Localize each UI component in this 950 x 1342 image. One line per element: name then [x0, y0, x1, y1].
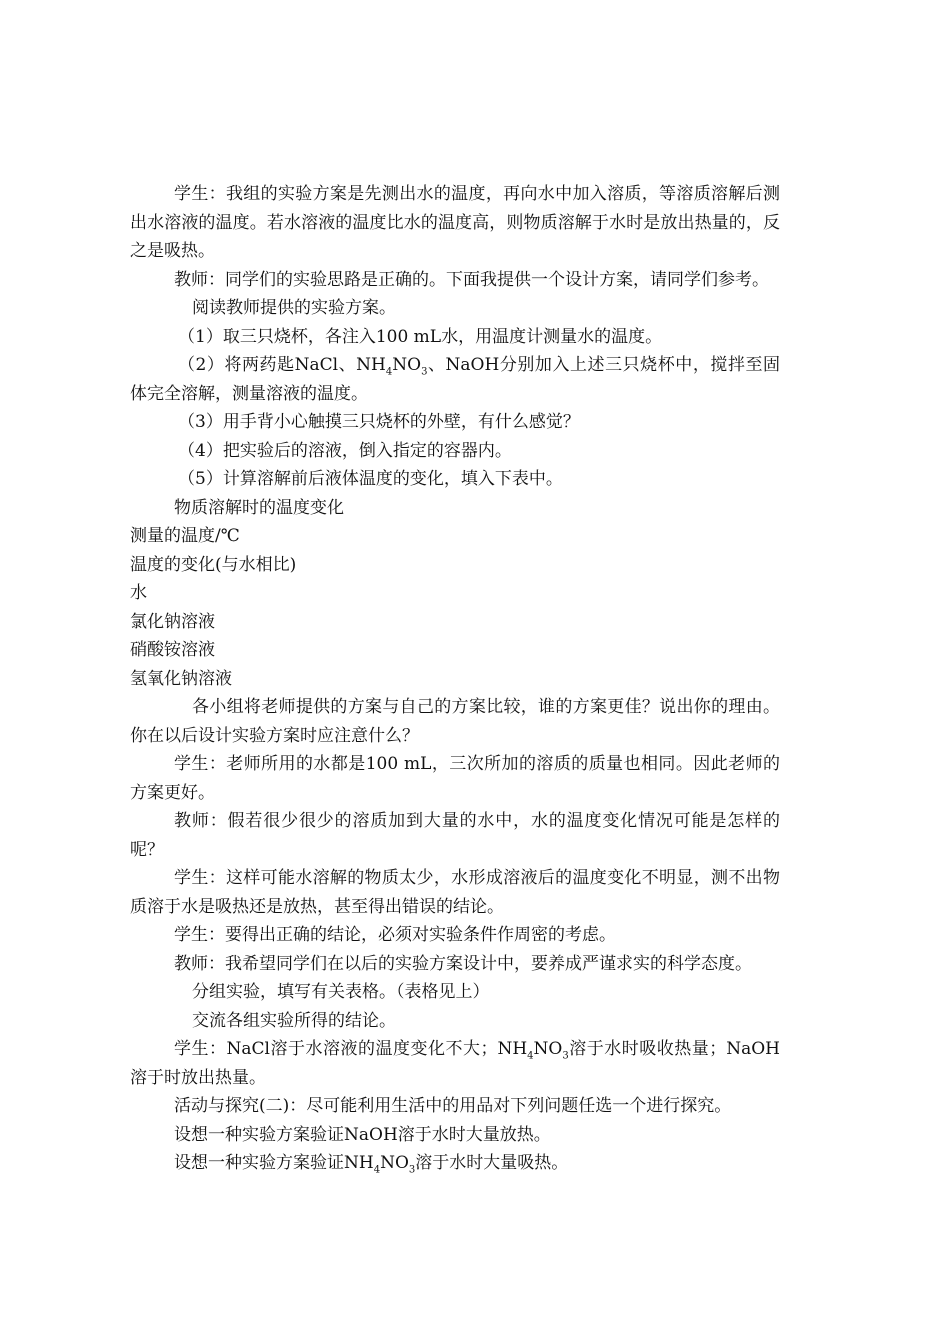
table-row: 水: [130, 583, 147, 603]
step-5: （5）计算溶解前后液体温度的变化，填入下表中。: [178, 469, 563, 489]
table-row: 温度的变化(与水相比): [130, 554, 297, 575]
table-row: 硝酸铵溶液: [130, 640, 215, 660]
paragraph-share-results: 交流各组实验所得的结论。: [192, 1010, 396, 1031]
paragraph-teacher-hope: 教师：我希望同学们在以后的实验方案设计中，要养成严谨求实的科学态度。: [174, 953, 752, 974]
step-2: （2）将两药匙NaCl、$NH_4NO_3$、NaOH分别加入上述三只烧杯中，搅拌至固体完全溶解，测量溶液的温度。: [130, 355, 780, 404]
paragraph-group-experiment: 分组实验，填写有关表格。（表格见上）: [192, 982, 490, 1002]
step-4: （4）把实验后的溶液，倒入指定的容器内。: [178, 440, 512, 461]
paragraph-compare: 各小组将老师提供的方案与自己的方案比较，谁的方案更佳？说出你的理由。你在以后设计实验方案时应注意什么？: [130, 697, 780, 746]
paragraph-student-answer: 学生：这样可能水溶解的物质太少，水形成溶液后的温度变化不明显，测不出物质溶于水是吸热还是放热，甚至得出错误的结论。: [130, 868, 780, 917]
paragraph-teacher-comment: 教师：同学们的实验思路是正确的。下面我提供一个设计方案，请同学们参考。: [174, 269, 769, 290]
paragraph-student-plan: 学生：我组的实验方案是先测出水的温度，再向水中加入溶质，等溶质溶解后测出水溶液的温度。若水溶液的温度比水的温度高，则物质溶解于水时是放出热量的，反之是吸热。: [130, 184, 780, 261]
paragraph-student-results: 学生：NaCl溶于水溶液的温度变化不大；$NH_4NO_3$溶于水时吸收热量；NaOH溶于时放出热量。: [130, 1039, 780, 1088]
table-title: 物质溶解时的温度变化: [174, 497, 344, 518]
paragraph-design-nh4no3: 设想一种实验方案验证$NH_4NO_3$溶于水时大量吸热。: [174, 1153, 569, 1176]
table-row: 氯化钠溶液: [130, 611, 215, 632]
table-row: 氢氧化钠溶液: [130, 668, 232, 689]
paragraph-design-naoh: 设想一种实验方案验证NaOH溶于水时大量放热。: [174, 1124, 551, 1145]
paragraph-read-plan: 阅读教师提供的实验方案。: [192, 298, 396, 318]
table-row: 测量的温度/℃: [130, 526, 240, 546]
paragraph-student-conclusion: 学生：要得出正确的结论，必须对实验条件作周密的考虑。: [174, 925, 616, 945]
paragraph-student-reply: 学生：老师所用的水都是100 mL，三次所加的溶质的质量也相同。因此老师的方案更好。: [130, 754, 780, 803]
paragraph-activity-2: 活动与探究(二)：尽可能利用生活中的用品对下列问题任选一个进行探究。: [174, 1096, 732, 1116]
document-body: [130, 180, 780, 1178]
step-1: （1）取三只烧杯，各注入100 mL水，用温度计测量水的温度。: [178, 326, 663, 347]
paragraph-teacher-question: 教师：假若很少很少的溶质加到大量的水中，水的温度变化情况可能是怎样的呢？: [130, 811, 780, 860]
step-3: （3）用手背小心触摸三只烧杯的外壁，有什么感觉？: [178, 412, 580, 432]
